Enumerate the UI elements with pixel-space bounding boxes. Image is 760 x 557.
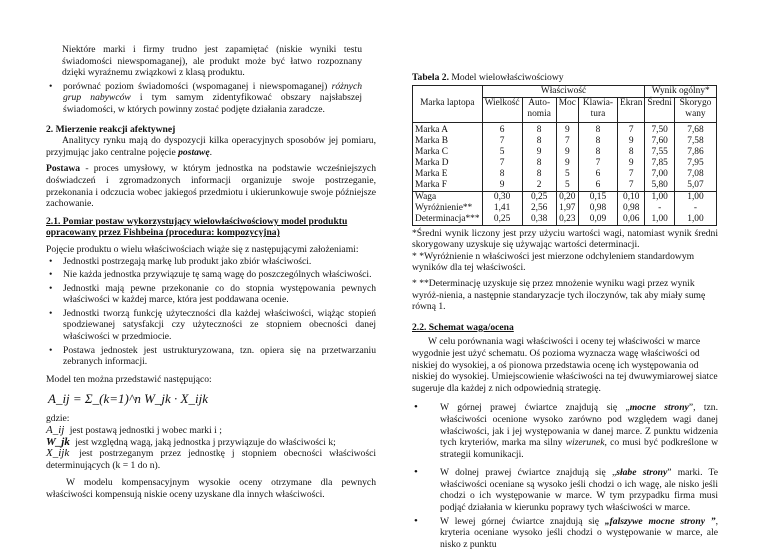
table-cell: 7 xyxy=(578,158,617,169)
paragraph: W celu porównania wagi właściwości i oceny tej właściwości w marce wygodnie jest użyć schematu. Oś pozioma wyznacza wagę właściwości od niskiej do wysokiej, a oś pionowa przedstawia ocenę ich występowania od niskiej do wysokiej. Umiejscowienie właściwości na tej dwuwymiarowej siatce sugeruje dla każdej z nich odpowiednią strategię. xyxy=(412,336,718,394)
table-cell: 1,00 xyxy=(645,191,674,203)
table-cell: 0,25 xyxy=(482,214,522,226)
table-cell: 6 xyxy=(578,180,617,192)
table-cell: 7 xyxy=(618,122,645,136)
table-cell: 5 xyxy=(556,169,578,180)
subsection-heading xyxy=(46,216,376,239)
table-cell: 0,23 xyxy=(556,214,578,226)
table-cell: 7,08 xyxy=(674,169,716,180)
text: - proces umysłowy, w którym jednostka na podstawie wcześniejszych doświadczeń i zgromadzonych informacji organizuje swoje postrzeganie, przekonania i odczucia wobec jakiegoś przedmiotu i ukierunkowuje swoje późniejsze zachowanie. xyxy=(46,163,376,210)
table-cell: 2,56 xyxy=(522,203,556,214)
text: W lewej górnej ćwiartce znajdują się xyxy=(440,515,605,527)
table-cell: 0,98 xyxy=(618,203,645,214)
symbol-a: A_ij xyxy=(46,424,65,437)
table-cell: 8 xyxy=(522,158,556,169)
table-cell: 9 xyxy=(522,147,556,158)
bullet-item xyxy=(46,81,362,116)
table-cell: 9 xyxy=(556,158,578,169)
paragraph: Niektóre marki i firmy trudno jest zapamiętać (niskie wyniki testu świadomości niewspomaganej), ale produkt może być łatwo rozpoznany dzięki wyraźnemu związkowi z klasą produktu. xyxy=(62,44,362,79)
table-cell: 8 xyxy=(578,147,617,158)
text: jest postrzeganym przez jednostkę j stopniem obecności właściwości determinujących (k = 1 do n). xyxy=(46,448,376,471)
footnote: * *Wyróżnienie n właściwości jest mierzone odchyleniem standardowym wyników dla tej właściwości. xyxy=(412,250,695,274)
emphasis: postawę xyxy=(178,146,210,158)
table-cell: 0,15 xyxy=(578,191,617,203)
table-row xyxy=(413,122,717,136)
heading-text: 2.2. Schemat waga/ocena xyxy=(412,321,514,333)
table-cell: 7,58 xyxy=(674,136,716,147)
row-label: Marka F xyxy=(413,180,483,192)
definition xyxy=(46,425,376,437)
table-cell: 8 xyxy=(522,122,556,136)
paragraph: W modelu kompensacyjnym wysokie oceny otrzymane dla pewnych właściwości kompensują niskie oceny uzyskane dla innych właściwości. xyxy=(46,477,376,500)
table-cell: 7,95 xyxy=(674,158,716,169)
table-cell: 0,06 xyxy=(618,214,645,226)
row-label: Marka D xyxy=(413,158,483,169)
text: Analitycy rynku mają do dyspozycji kilka operacyjnych sposobów jej pomiaru, przyjmując jako centralne pojęcie xyxy=(46,135,376,158)
table-cell: 7 xyxy=(618,169,645,180)
heading-text: 2.1. Pomiar postaw wykorzystujący wielowłaściwościowy model produktu opracowany przez Fishbeina (procedura: kompozycyjna) xyxy=(46,215,348,239)
header-brand: Marka laptopa xyxy=(413,85,483,122)
table-cell: 9 xyxy=(556,147,578,158)
table-cell: 6 xyxy=(578,169,617,180)
table-caption xyxy=(412,72,718,84)
text: W dolnej prawej ćwiartce znajdują się „ xyxy=(440,467,617,479)
bullet-item: • Jednostki tworzą funkcję użyteczności dla każdej właściwości, wiążąc stopień spodziewanej satysfakcji czy użyteczności ze stopniem obecności danej właściwości w przedmiocie. xyxy=(46,308,376,343)
table-cell: 8 xyxy=(578,136,617,147)
bullet-item xyxy=(412,467,718,513)
right-column xyxy=(412,72,718,557)
table-cell: 5,07 xyxy=(674,180,716,192)
column-header: Średni xyxy=(645,97,674,122)
row-label: Marka B xyxy=(413,136,483,147)
table-cell: 7,55 xyxy=(645,147,674,158)
table-cell: 8 xyxy=(618,147,645,158)
table-cell: 0,98 xyxy=(578,203,617,214)
bullet-item: • Nie każda jednostka przywiązuje tę samą wagę do poszczególnych właściwości. xyxy=(46,269,376,281)
formula: A_ij = Σ_(k=1)^n W_jk · X_ijk xyxy=(48,391,208,407)
table-cell: - xyxy=(674,203,716,214)
column-header: Skorygo wany xyxy=(674,97,716,122)
column-header: Auto- nomia xyxy=(522,97,556,122)
table-cell: 7 xyxy=(482,136,522,147)
footnote: *Średni wynik liczony jest przy użyciu wartości wagi, natomiast wynik średni skorygowany uzyskuje się używając wartości determinacji. xyxy=(412,227,718,251)
table-row xyxy=(413,214,717,226)
table-cell: 5,80 xyxy=(645,180,674,192)
table-cell: 7,50 xyxy=(645,122,674,136)
table-cell: 5 xyxy=(556,180,578,192)
emphasis: wizerunek xyxy=(565,437,605,449)
table-cell: 1,97 xyxy=(556,203,578,214)
text: jest względną wagą, jaką jednostka j przywiązuje do właściwości k; xyxy=(72,436,336,448)
row-label: Marka C xyxy=(413,147,483,158)
table-cell: 0,30 xyxy=(482,191,522,203)
table-cell: 8 xyxy=(578,122,617,136)
row-label: Marka A xyxy=(413,122,483,136)
row-label: Wyróżnienie** xyxy=(413,203,483,214)
row-label: Waga xyxy=(413,191,483,203)
table-cell: 0,20 xyxy=(556,191,578,203)
row-label: Marka E xyxy=(413,169,483,180)
definition-paragraph xyxy=(46,163,376,209)
bullet-item: • Jednostki postrzegają markę lub produkt jako zbiór właściwości. xyxy=(46,256,376,268)
definition xyxy=(46,448,376,471)
table-cell: 8 xyxy=(482,169,522,180)
table-cell: 8 xyxy=(522,169,556,180)
left-column xyxy=(46,44,376,501)
table-cell: 9 xyxy=(618,136,645,147)
subsection-heading xyxy=(412,322,718,334)
footnote: * **Determinację uzyskuje się przez mnożenie wyniku wagi przez wynik wyróż-nienia, a następnie standaryzacje tych iloczynów, tak aby miały sumę równą 1. xyxy=(412,277,706,313)
column-header: Wielkość xyxy=(482,97,522,122)
table-row xyxy=(413,191,717,203)
table-cell: 1,00 xyxy=(674,214,716,226)
emphasis: słabe strony xyxy=(616,467,668,479)
table-row xyxy=(413,169,717,180)
table-cell: 1,00 xyxy=(674,191,716,203)
table-row xyxy=(413,180,717,192)
table-cell: 7 xyxy=(618,180,645,192)
table-cell: 1,41 xyxy=(482,203,522,214)
table-row xyxy=(413,203,717,214)
table-cell: 7,60 xyxy=(645,136,674,147)
text: ” marki. Te właściwości oceniane są wysoko jeśli chodzi o ich wagę, ale nisko jeśli chodzi o ich występowanie w marce. W tym przypadku firma musi podjąć działania w kierunku poprawy tych właściwości w marce. xyxy=(440,467,718,514)
text: W górnej prawej ćwiartce znajdują się „ xyxy=(440,402,630,414)
table-cell: 7 xyxy=(556,136,578,147)
caption-label: Tabela 2. xyxy=(412,72,449,83)
paragraph xyxy=(46,135,376,158)
text: . xyxy=(209,146,212,158)
header-score: Wynik ogólny* xyxy=(645,85,717,97)
text: i tym samym zidentyfikować obszary najsłabszej świadomości, w których powinny zostać podjęte działania zaradcze. xyxy=(63,92,362,115)
bullet-item xyxy=(412,516,718,551)
caption-text: Model wielowłaściwościowy xyxy=(448,72,564,83)
paragraph: Model ten można przedstawić następująco: xyxy=(46,373,212,385)
table-cell: 5 xyxy=(482,147,522,158)
table-cell: 9 xyxy=(618,158,645,169)
column-header: Ekran xyxy=(618,97,645,122)
column-header: Moc xyxy=(556,97,578,122)
bullet-item xyxy=(412,402,718,460)
bullet-item: • Postawa jednostek jest ustrukturyzowana, tzn. opiera się na przetwarzaniu zebranych informacji. xyxy=(46,345,376,368)
table-cell: 0,09 xyxy=(578,214,617,226)
table-cell: 7,68 xyxy=(674,122,716,136)
term: Postawa xyxy=(46,163,81,175)
table-row xyxy=(413,147,717,158)
bullet-item: • Jednostki mają pewne przekonanie co do stopnia występowania pewnych właściwości w każdej marce, która jest poddawana ocenie. xyxy=(46,283,376,306)
assumptions-list xyxy=(46,256,376,368)
text: ”, tzn. właściwości ocenione wysoko zarówno pod względem wagi danej właściwości, jak i jej występowania w danej marce. Z punktu widzenia tych kryteriów, marka ma silny xyxy=(440,402,718,449)
header-property: Właściwość xyxy=(482,85,645,97)
table-cell: 2 xyxy=(522,180,556,192)
attributes-table xyxy=(412,85,717,226)
table-cell: 8 xyxy=(522,136,556,147)
text: , kryteria oceniane wysoko jeśli chodzi o występowanie w marce, ale nisko z punktu xyxy=(440,515,718,550)
row-label: Determinacja*** xyxy=(413,214,483,226)
table-cell: 9 xyxy=(482,180,522,192)
table-cell: - xyxy=(645,203,674,214)
table-cell: 6 xyxy=(482,122,522,136)
label: gdzie: xyxy=(46,413,70,425)
text: , co musi być podkreślone w strategii komunikacji. xyxy=(440,437,718,460)
table-cell: 0,10 xyxy=(618,191,645,203)
column-header: Klawia- tura xyxy=(578,97,617,122)
table-row xyxy=(413,136,717,147)
table-cell: 0,25 xyxy=(522,191,556,203)
text: porównać poziom świadomości (wspomaganej i niewspomaganej) xyxy=(63,80,332,92)
table-cell: 7 xyxy=(482,158,522,169)
section-heading: 2. Mierzenie reakcji afektywnej xyxy=(46,123,176,135)
table-cell: 7,00 xyxy=(645,169,674,180)
emphasis: mocne strony xyxy=(629,402,689,414)
text: jest postawą jednostki j wobec marki i ; xyxy=(67,425,222,437)
table-cell: 0,38 xyxy=(522,214,556,226)
symbol-x: X_ijk xyxy=(46,447,70,460)
symbol-w: W_jk xyxy=(46,435,70,448)
table-cell: 9 xyxy=(556,122,578,136)
table-cell: 7,85 xyxy=(645,158,674,169)
table-cell: 7,86 xyxy=(674,147,716,158)
table-row xyxy=(413,158,717,169)
table-cell: 1,00 xyxy=(645,214,674,226)
definition xyxy=(46,437,376,449)
paragraph: Pojęcie produktu o wielu właściwościach wiąże się z następującymi założeniami: xyxy=(46,243,359,255)
emphasis: różnych grup nabywców xyxy=(63,80,362,104)
emphasis: „falszywe mocne strony ” xyxy=(604,515,716,527)
